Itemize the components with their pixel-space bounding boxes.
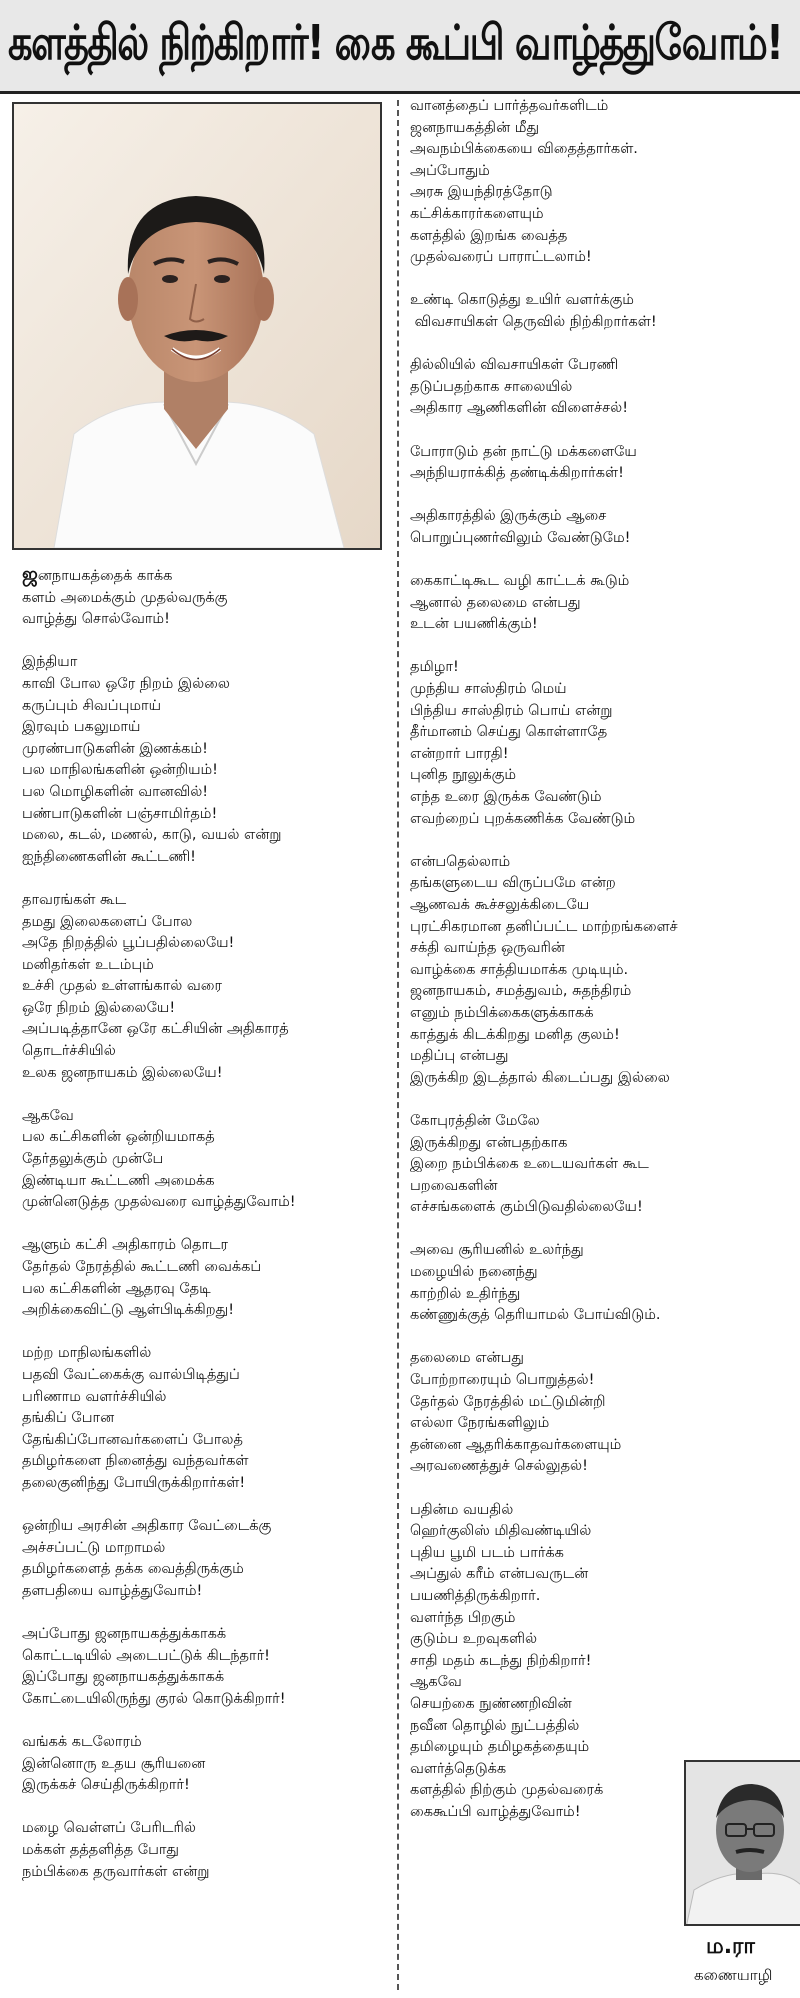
author-portrait-image xyxy=(686,1762,800,1926)
column-divider xyxy=(397,100,399,1990)
dropcap: ஜ xyxy=(22,563,38,585)
main-photo xyxy=(12,102,382,550)
author-role: கணையாழி xyxy=(694,1966,773,1984)
poem-right-column: வானத்தைப் பார்த்தவர்களிடம் ஜனநாயகத்தின் மீது அவநம்பிக்கையை விதைத்தார்கள். அப்போதும் அரசு இயந்திரத்தோடு கட்சிக்காரர்களையும் களத்தில் இறங்க வைத்த முதல்வரைப் பாராட்டலாம்! உண்டி கொடுத்து உயிர் வளர்க்கும் விவசாயிகள் தெருவில் நிற்கிறார்கள்! தில்லியில் விவசாயிகள் பேரணி தடுப்பதற்காக சாலையில் அதிகார ஆணிகளின் விளைச்சல்! போராடும் தன் நாட்டு மக்களையே அந்நியராக்கித் தண்டிக்கிறார்கள்! அதிகாரத்தில் இருக்கும் ஆசை பொறுப்புணர்விலும் வேண்டுமே! கைகாட்டிகூட வழி காட்டக் கூடும் ஆனால் தலைமை என்பது உடன் பயணிக்கும்! தமிழா! முந்திய சாஸ்திரம் மெய் பிந்திய சாஸ்திரம் பொய் என்று தீர்மானம் செய்து கொள்ளாதே என்றார் பாரதி! புனித நூலுக்கும் எந்த உரை இருக்க வேண்டும் எவற்றைப் புறக்கணிக்க வேண்டும் என்பதெல்லாம் தங்களுடைய விருப்பமே என்ற ஆணவக் கூச்சலுக்கிடையே புரட்சிகரமான தனிப்பட்ட மாற்றங்களைச் சக்தி வாய்ந்த ஒருவரின் வாழ்க்கை சாத்தியமாக்க முடியும். ஜனநாயகம், சமத்துவம், சுதந்திரம் எனும் நம்பிக்கைகளுக்காகக் காத்துக் கிடக்கிறது மனித குலம்! மதிப்பு என்பது இருக்கிற இடத்தால் கிடைப்பது இல்லை கோபுரத்தின் மேலே இருக்கிறது என்பதற்காக இறை நம்பிக்கை உடையவர்கள் கூட பறவைகளின் எச்சங்களைக் கும்பிடுவதில்லையே! அவை சூரியனில் உலர்ந்து மழையில் நனைந்து காற்றில் உதிர்ந்து கண்ணுக்குத் தெரியாமல் போய்விடும். தலைமை என்பது போற்றாரையும் பொறுத்தல்! தேர்தல் நேரத்தில் மட்டுமின்றி எல்லா நேரங்களிலும் தன்னை ஆதரிக்காதவர்களையும் அரவணைத்துச் செல்லுதல்! பதின்ம வயதில் ஹெர்குலிஸ் மிதிவண்டியில் புதிய பூமி படம் பார்க்க அப்துல் கரீம் என்பவருடன் பயணித்திருக்கிறார். வளர்ந்த பிறகும் குடும்ப உறவுகளில் சாதி மதம் கடந்து நிற்கிறார்! ஆகவே செயற்கை நுண்ணறிவின் நவீன தொழில் நுட்பத்தில் தமிழையும் தமிழகத்தையும் வளர்த்தெடுக்க களத்தில் நிற்கும் முதல்வரைக் கைகூப்பி வாழ்த்துவோம்! xyxy=(410,98,678,1820)
headline-bar xyxy=(0,0,800,94)
left-column-text: னநாயகத்தைக் காக்க களம் அமைக்கும் முதல்வருக்கு வாழ்த்து சொல்வோம்! இந்தியா காவி போல ஒரே நிறம் இல்லை கருப்பும் சிவப்புமாய் இரவும் பகலுமாய் முரண்பாடுகளின் இணக்கம்! பல மாநிலங்களின் ஒன்றியம்! பல மொழிகளின் வானவில்! பண்பாடுகளின் பஞ்சாமிர்தம்! மலை, கடல், மணல், காடு, வயல் என்று ஐந்திணைகளின் கூட்டணி! தாவரங்கள் கூட தமது இலைகளைப் போல அதே நிறத்தில் பூப்பதில்லையே! மனிதர்கள் உடம்பும் உச்சி முதல் உள்ளங்கால் வரை ஒரே நிறம் இல்லையே! அப்படித்தானே ஒரே கட்சியின் அதிகாரத் தொடர்ச்சியில் உலக ஜனநாயகம் இல்லையே! ஆகவே பல கட்சிகளின் ஒன்றியமாகத் தேர்தலுக்கும் முன்பே இண்டியா கூட்டணி அமைக்க முன்னெடுத்த முதல்வரை வாழ்த்துவோம்! ஆளும் கட்சி அதிகாரம் தொடர தேர்தல் நேரத்தில் கூட்டணி வைக்கப் பல கட்சிகளின் ஆதரவு தேடி அறிக்கைவிட்டு ஆள்பிடிக்கிறது! மற்ற மாநிலங்களில் பதவி வேட்கைக்கு வால்பிடித்துப் பரிணாம வளர்ச்சியில் தங்கிப் போன தேங்கிப்போனவர்களைப் போலத் தமிழர்களை நினைத்து வந்தவர்கள் தலைகுனிந்து போயிருக்கிறார்கள்! ஒன்றிய அரசின் அதிகார வேட்டைக்கு அச்சப்பட்டு மாறாமல் தமிழர்களைத் தக்க வைத்திருக்கும் தளபதியை வாழ்த்துவோம்! அப்போது ஜனநாயகத்துக்காகக் கொட்டடியில் அடைபட்டுக் கிடந்தார்! இப்போது ஜனநாயகத்துக்காகக் கோட்டையிலிருந்து குரல் கொடுக்கிறார்! வங்கக் கடலோரம் இன்னொரு உதய சூரியனை இருக்கச் செய்திருக்கிறார்! மழை வெள்ளப் பேரிடரில் மக்கள் தத்தளித்த போது நம்பிக்கை தருவார்கள் என்று xyxy=(22,568,296,1880)
portrait-image xyxy=(14,104,380,548)
poem-left-column xyxy=(22,564,296,1883)
author-name: ம.ரா xyxy=(706,1934,755,1959)
author-photo xyxy=(684,1760,800,1926)
headline: களத்தில் நிற்கிறார்! கை கூப்பி வாழ்த்துவோம்! xyxy=(8,14,783,71)
